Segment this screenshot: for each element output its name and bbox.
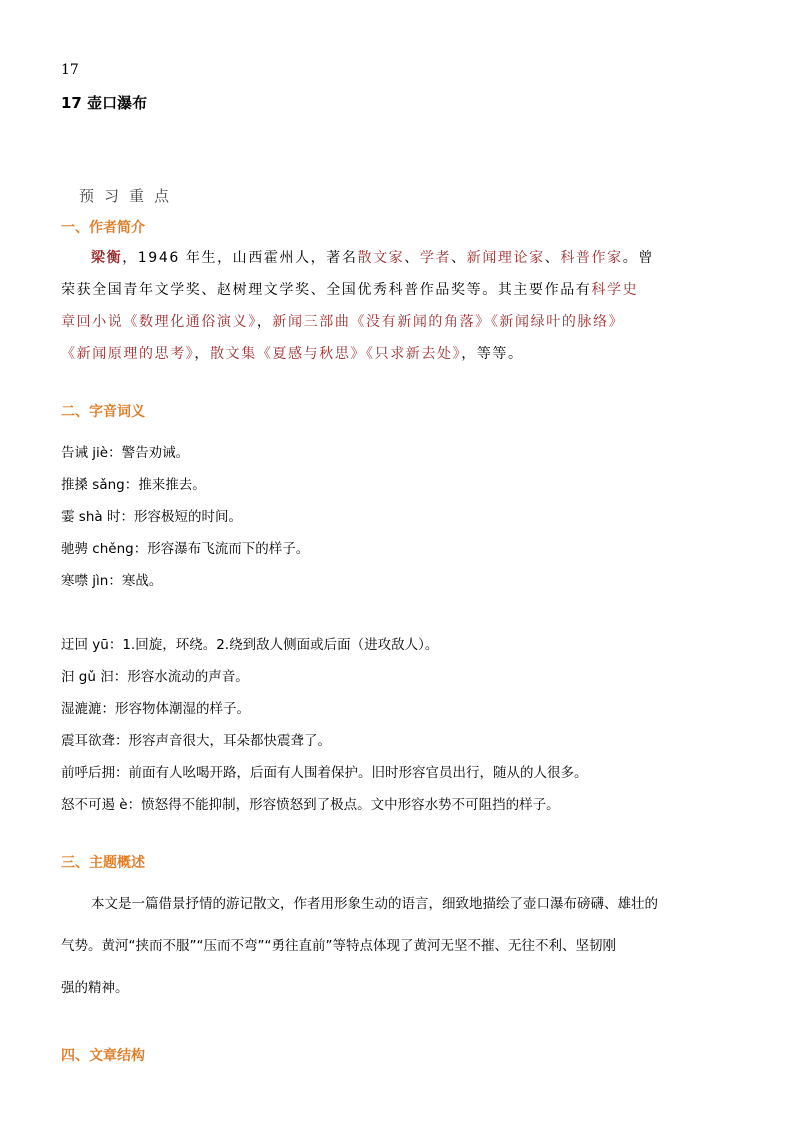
vocab-entry: 怒不可遏 è：愤怒得不能抑制，形容愤怒到了极点。文中形容水势不可阻挡的样子。: [61, 797, 560, 813]
page-number: 17: [61, 62, 79, 78]
preview-heading: 预习重点: [79, 187, 180, 205]
vocab-entry: 推搡 sǎng：推来推去。: [61, 477, 206, 493]
author-intro-line-2: 荣获全国青年文学奖、赵树理文学奖、全国优秀科普作品奖等。其主要作品有科学史: [61, 282, 639, 298]
theme-line: 气势。黄河“挟而不服”“压而不弯”“勇往直前”等特点体现了黄河无坚不摧、无往不利、坚韧刚: [61, 938, 616, 954]
vocab-entry: 前呼后拥：前面有人吆喝开路，后面有人围着保护。旧时形容官员出行，随从的人很多。: [61, 765, 588, 781]
vocab-entry: 震耳欲聋：形容声音很大，耳朵都快震聋了。: [61, 733, 331, 749]
section-heading-author: 一、作者简介: [61, 220, 145, 236]
vocab-entry: 汩 gǔ 汩：形容水流动的声音。: [61, 669, 249, 685]
vocab-entry: 湿漉漉：形容物体潮湿的样子。: [61, 701, 250, 717]
author-name: 梁衡: [91, 250, 123, 266]
theme-line: 强的精神。: [61, 980, 129, 996]
author-intro-line-4: 《新闻原理的思考》，散文集《夏感与秋思》《只求新去处》，等等。: [61, 346, 524, 362]
section-heading-structure: 四、文章结构: [61, 1048, 145, 1064]
lesson-title: 17 壶口瀑布: [61, 94, 148, 112]
author-intro-line-1: 梁衡，1946 年生，山西霍州人，著名散文家、学者、新闻理论家、科普作家。曾: [91, 250, 654, 266]
section-heading-vocab: 二、字音词义: [61, 404, 145, 420]
theme-line: 本文是一篇借景抒情的游记散文，作者用形象生动的语言，细致地描绘了壶口瀑布磅礴、雄壮的: [91, 896, 658, 912]
vocab-entry: 迂回 yū：1.回旋，环绕。2.绕到敌人侧面或后面（进攻敌人）。: [61, 637, 439, 653]
vocab-entry: 寒噤 jìn：寒战。: [61, 573, 163, 589]
vocab-entry: 告诫 jiè：警告劝诫。: [61, 445, 190, 461]
vocab-entry: 驰骋 chěng：形容瀑布飞流而下的样子。: [61, 541, 310, 557]
author-intro-line-3: 章回小说《数理化通俗演义》，新闻三部曲《没有新闻的角落》《新闻绿叶的脉络》: [61, 314, 625, 330]
section-heading-theme: 三、主题概述: [61, 855, 145, 871]
vocab-entry: 霎 shà 时：形容极短的时间。: [61, 509, 242, 525]
